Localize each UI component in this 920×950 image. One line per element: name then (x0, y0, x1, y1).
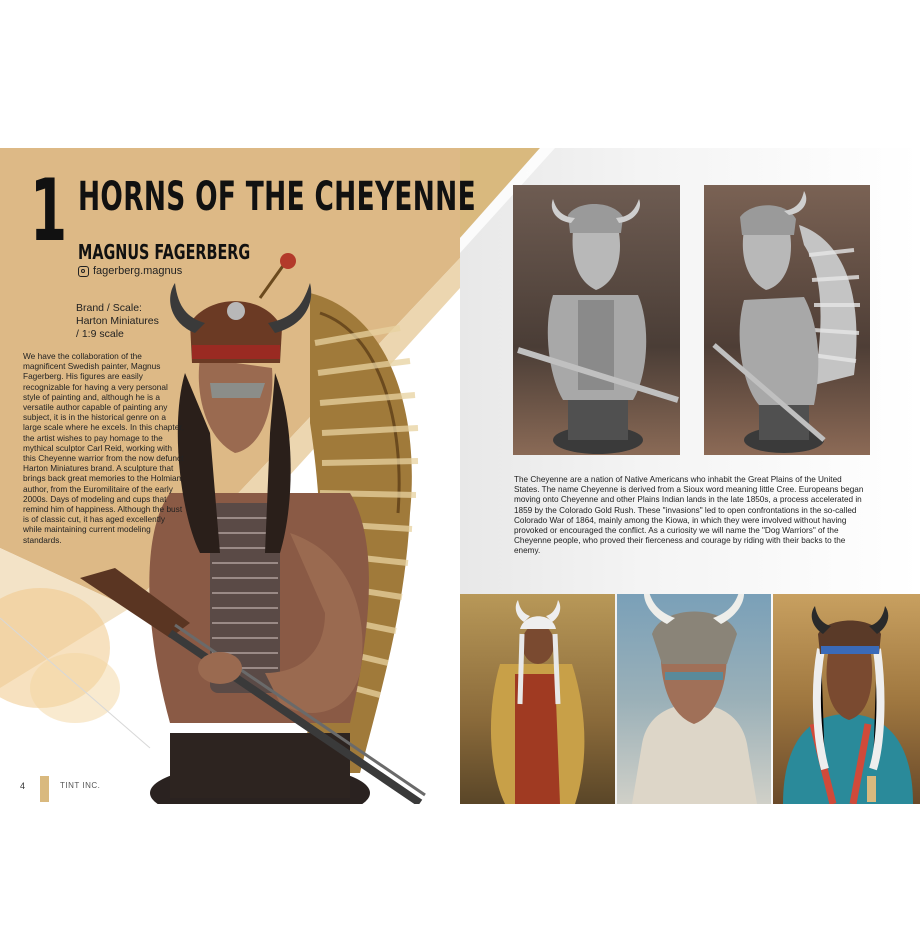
painting-warrior-blanket-illustration (460, 594, 615, 804)
painting-portrait-horns-illustration (617, 594, 771, 804)
author-name: MAGNUS FAGERBERG (78, 240, 251, 264)
page-number: 4 (20, 781, 26, 791)
painting-seated-warrior (773, 594, 920, 804)
grey-sculpt-photo-side (704, 185, 870, 455)
publisher-name: TINT INC. (60, 781, 101, 790)
body-paragraph-main: The Cheyenne are a nation of Native Americans who inhabit the Great Plains of the United States. The name Cheyenne is derived from a Sioux word meaning little Cree. Europeans began moving onto Cheyenne and other Plains Indian lands in the late 1850s, a process accelerated in 1859 by the Colorado Gold Rush. These "invasions" led to open confrontations in the so-called Colorado War of 1864, mainly among the Kiowa, in which they were involved without having provoked or encouraged the conflict. As a curiosity we will name the "Dog Warriors" of the Cheyenne people, who proved their fierceness and courage by riding with their backs to the enemy. (514, 475, 864, 556)
chapter-title: HORNS OF THE CHEYENNE (78, 174, 476, 220)
brand-label: Brand / Scale: (76, 302, 142, 314)
footer-accent-bar (40, 776, 49, 802)
instagram-icon (78, 266, 89, 277)
intro-paragraph: We have the collaboration of the magnificent Swedish painter, Magnus Fagerberg. His figures are easily recognizable for having a very personal style of painting and, although he is a versatile author capable of painting any subject, it is in the historical genre on a large scale where he excels. In this chapter, the artist wishes to pay homage to the mythical sculptor Carl Reid, working with this Cheyenne warrior from the now defunct Harton Miniatures brand. A sculpture that brings back great memories to the Holmian author, from the Euromilitaire of the early 2000s. Days of modeling and cups that remind him of happiness. Although the bust is of classic cut, it has aged excellently while maintaining current modeling standards. (23, 351, 184, 545)
instagram-handle-row (78, 265, 182, 277)
painting-warrior-blanket (460, 594, 615, 804)
chapter-number: 1 (30, 161, 68, 261)
painting-seated-warrior-illustration (773, 594, 920, 804)
grey-sculpt-side-illustration (704, 185, 870, 455)
instagram-handle: fagerberg.magnus (93, 265, 183, 277)
painting-portrait-horns (617, 594, 771, 804)
grey-sculpt-front-illustration (513, 185, 680, 455)
brand-scale-block (76, 302, 166, 341)
grey-sculpt-photo-front (513, 185, 680, 455)
brand-line2: / 1:9 scale (76, 328, 124, 340)
right-footer-accent-bar (867, 776, 876, 802)
brand-line1: Harton Miniatures (76, 315, 159, 327)
